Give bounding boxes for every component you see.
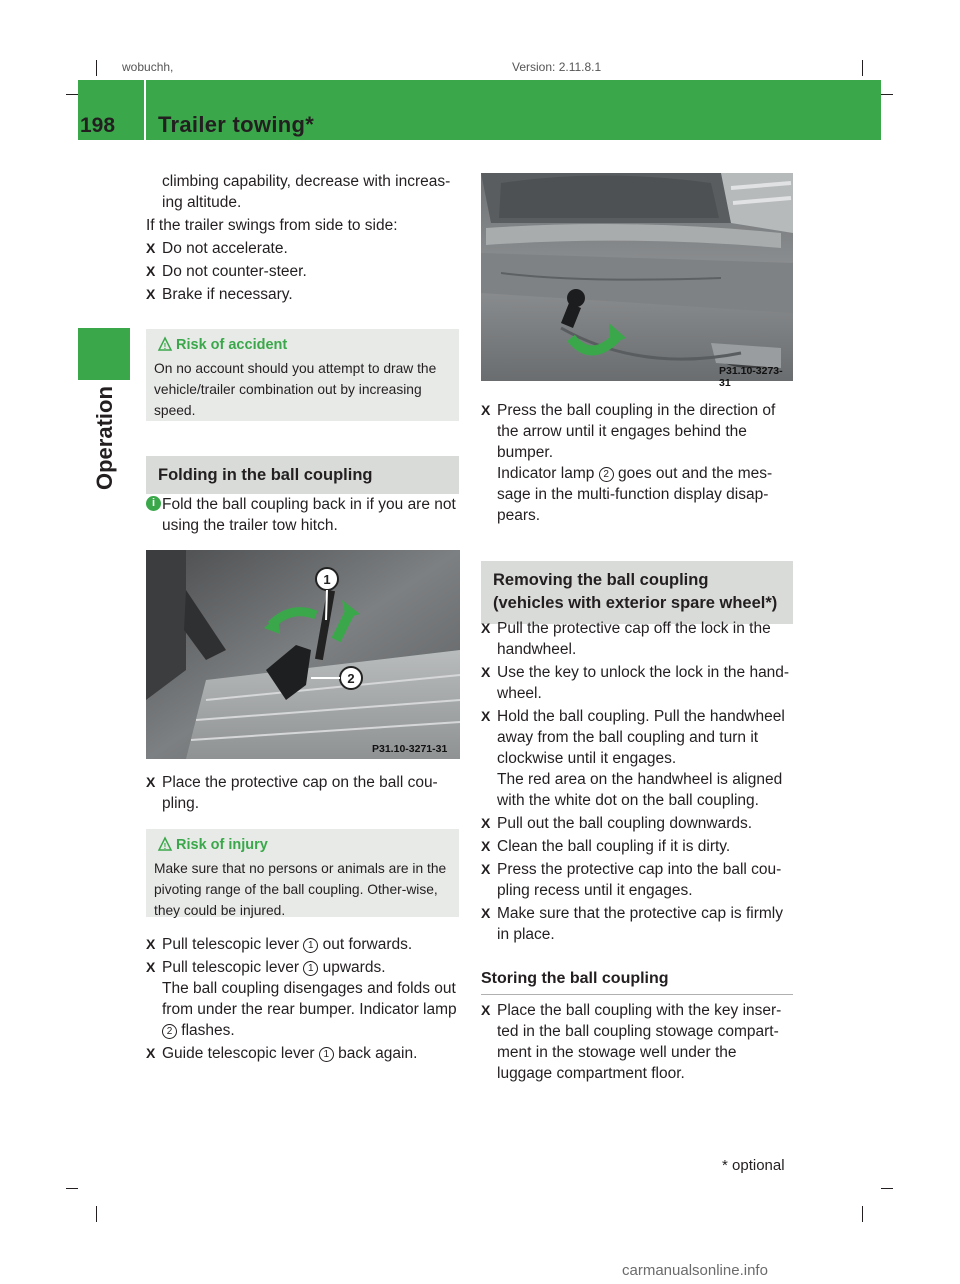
- step-text: Guide telescopic lever: [162, 1045, 319, 1062]
- step-marker-icon: X: [146, 240, 156, 256]
- step-text: back again.: [333, 1045, 418, 1062]
- step-marker-icon: X: [146, 959, 156, 975]
- callout-2: 2: [347, 671, 355, 686]
- step-text: Make sure that the protective cap is firmly in place.: [497, 905, 784, 943]
- step-text: Indicator lamp: [497, 465, 599, 482]
- photo-illustration: [146, 550, 460, 759]
- step: [146, 934, 460, 955]
- step: [481, 836, 795, 857]
- section-marker: [78, 328, 130, 380]
- info-note: [146, 494, 460, 536]
- left-column-steps: [146, 772, 460, 816]
- step-text: Press the ball coupling in the direction of the arrow until it engages behind the bumper.: [497, 402, 776, 461]
- step-marker-icon: X: [481, 620, 491, 636]
- crop-mark: [96, 1206, 97, 1222]
- step: [481, 1000, 795, 1084]
- step-text: Do not accelerate.: [162, 240, 288, 257]
- step-text: Press the protective cap into the ball cou-pling recess until it engages.: [497, 861, 782, 899]
- photo-ball-coupling-folding: [146, 550, 460, 759]
- step-marker-icon: X: [481, 838, 491, 854]
- info-item: [146, 494, 460, 536]
- step-text: Pull telescopic lever: [162, 936, 304, 953]
- step-marker-icon: X: [146, 1045, 156, 1061]
- warning-text: On no account should you attempt to draw the vehicle/trailer combination out by increasing speed.: [154, 361, 437, 418]
- callout-1: 1: [323, 572, 331, 587]
- photo-ball-coupling-engaging: [481, 173, 793, 389]
- warning-box-accident: [146, 329, 459, 421]
- step-text: out forwards.: [318, 936, 413, 953]
- step-text: Use the key to unlock the lock in the hand-wheel.: [497, 664, 790, 702]
- step: [146, 1043, 460, 1064]
- step-text: upwards.: [318, 959, 386, 976]
- photo-code: P31.10-3273-31: [719, 365, 783, 389]
- warning-title-text: Risk of accident: [176, 337, 288, 353]
- photo-illustration: [481, 173, 793, 381]
- warning-triangle-icon: [158, 337, 172, 351]
- page-title: Trailer towing*: [158, 112, 315, 137]
- step: [146, 772, 460, 814]
- svg-text:!: !: [163, 342, 167, 351]
- step: [146, 238, 460, 259]
- callout-ref: 2: [599, 467, 614, 482]
- intro-line: ing altitude.: [162, 194, 242, 211]
- crop-mark: [862, 1206, 863, 1222]
- step-marker-icon: X: [481, 905, 491, 921]
- step: [481, 903, 795, 945]
- right-column-storing: [481, 1000, 795, 1086]
- step-text: Hold the ball coupling. Pull the handwheel away from the ball coupling and turn it clockwise until it engages.: [497, 708, 785, 767]
- photo-code: P31.10-3271-31: [372, 743, 448, 755]
- step: [481, 662, 795, 704]
- left-column: [146, 171, 460, 307]
- section-label: Operation: [92, 386, 117, 490]
- crop-mark: [881, 94, 893, 95]
- step-text: Pull out the ball coupling downwards.: [497, 815, 753, 832]
- crop-mark: [96, 60, 97, 76]
- footnote-optional: * optional: [722, 1157, 785, 1174]
- step-marker-icon: X: [481, 664, 491, 680]
- step-marker-icon: X: [481, 708, 491, 724]
- step-text: Pull the protective cap off the lock in the handwheel.: [497, 620, 771, 658]
- warning-title-text: Risk of injury: [176, 837, 268, 853]
- intro-line: climbing capability, decrease with increas-: [162, 173, 451, 190]
- step-marker-icon: X: [146, 263, 156, 279]
- step: [481, 813, 795, 834]
- step-marker-icon: X: [481, 815, 491, 831]
- step-text: Pull telescopic lever: [162, 959, 304, 976]
- step-note: The red area on the handwheel is aligned with the white dot on the ball coupling.: [497, 771, 783, 809]
- section-heading-folding: Folding in the ball coupling: [146, 456, 459, 494]
- crop-mark: [66, 94, 78, 95]
- step-marker-icon: X: [481, 1002, 491, 1018]
- crop-mark: [66, 1188, 78, 1189]
- warning-title: [154, 835, 451, 856]
- step-text: Brake if necessary.: [162, 286, 293, 303]
- right-column-steps: [481, 400, 795, 528]
- step-text: flashes.: [177, 1022, 235, 1039]
- step: [146, 957, 460, 1041]
- right-column-removing-steps: [481, 618, 795, 947]
- step-text: Clean the ball coupling if it is dirty.: [497, 838, 731, 855]
- info-icon: i: [146, 496, 161, 511]
- step: [481, 618, 795, 660]
- step: [146, 261, 460, 282]
- callout-ref: 1: [303, 961, 318, 976]
- step-marker-icon: X: [481, 861, 491, 877]
- step-marker-icon: X: [146, 936, 156, 952]
- section-heading-removing: Removing the ball coupling (vehicles with exterior spare wheel*): [481, 561, 793, 624]
- subheading-storing: Storing the ball coupling: [481, 970, 793, 995]
- left-column-steps-2: [146, 934, 460, 1066]
- warning-box-injury: [146, 829, 459, 917]
- step-text: goes out and the mes-sage in the multi-function display disap-pears.: [497, 465, 773, 524]
- step: [481, 706, 795, 811]
- step-text: Place the ball coupling with the key inser-ted in the ball coupling stowage compart-ment in the stowage well under the luggage compartment floor.: [497, 1002, 782, 1082]
- step: [146, 284, 460, 305]
- callout-ref: 2: [162, 1024, 177, 1039]
- intro-text: [146, 171, 460, 213]
- meta-right: Version: 2.11.8.1: [512, 60, 602, 74]
- crop-mark: [862, 60, 863, 76]
- warning-triangle-icon: [158, 837, 172, 851]
- callout-ref: 1: [303, 938, 318, 953]
- crop-mark: [881, 1188, 893, 1189]
- warning-text: Make sure that no persons or animals are in the pivoting range of the ball coupling. Other-wise, they could be injured.: [154, 861, 447, 918]
- step-marker-icon: X: [146, 286, 156, 302]
- callout-ref: 1: [319, 1047, 334, 1062]
- page-number: 198: [80, 114, 116, 137]
- swing-text: If the trailer swings from side to side:: [146, 217, 398, 234]
- step-marker-icon: X: [146, 774, 156, 790]
- step: [481, 859, 795, 901]
- step-text: Place the protective cap on the ball cou-pling.: [162, 774, 438, 812]
- svg-text:!: !: [163, 842, 167, 851]
- step-marker-icon: X: [481, 402, 491, 418]
- watermark: carmanualsonline.info: [622, 1262, 768, 1279]
- info-text: Fold the ball coupling back in if you are not using the trailer tow hitch.: [162, 496, 456, 534]
- step: [481, 400, 795, 526]
- step-text: The ball coupling disengages and folds out from under the rear bumper. Indicator lamp: [162, 980, 457, 1018]
- step-text: Do not counter-steer.: [162, 263, 307, 280]
- meta-left: wobuchh,: [122, 60, 174, 74]
- warning-title: [154, 335, 451, 356]
